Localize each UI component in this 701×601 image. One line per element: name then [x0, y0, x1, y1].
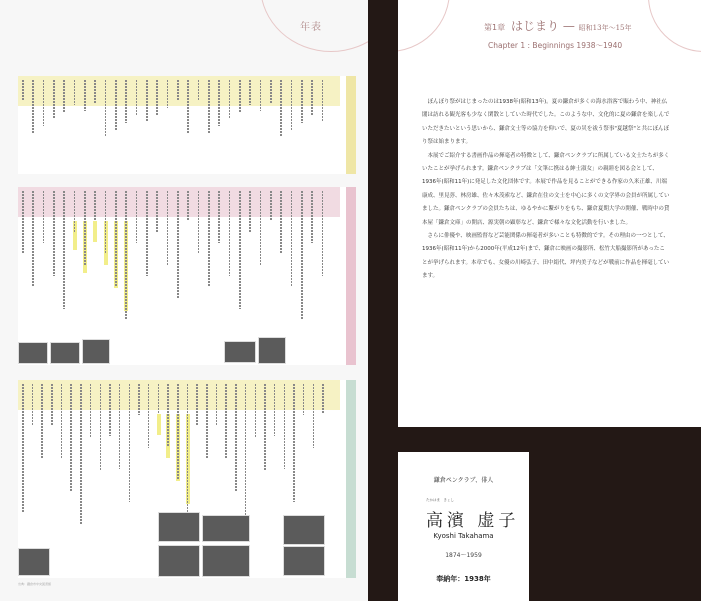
timeline-text-column	[280, 191, 282, 254]
timeline-text-column	[198, 80, 200, 100]
timeline-text-column	[239, 80, 241, 112]
timeline-text-column	[311, 80, 313, 116]
timeline-text-column	[167, 80, 169, 108]
page-title: 年表	[300, 22, 322, 33]
timeline-text-column	[284, 384, 286, 469]
chapter-page	[398, 0, 701, 427]
timeline-text-column	[94, 80, 96, 104]
chapter-english-title: Chapter 1 : Beginnings 1938〜1940	[488, 41, 623, 50]
timeline-text-column	[32, 80, 34, 133]
timeline-side-label	[346, 76, 356, 174]
timeline-text-column	[239, 191, 241, 309]
timeline-photo	[50, 342, 80, 364]
timeline-text-column	[146, 191, 148, 276]
timeline-text-column	[156, 80, 158, 115]
timeline-text-column	[218, 80, 220, 126]
timeline-photo	[202, 545, 250, 577]
profile-role: 鎌倉ペンクラブ、俳人	[433, 477, 494, 484]
timeline-text-column	[53, 80, 55, 119]
title-dash: —	[562, 19, 575, 33]
profile-ruby: たかはま きょし	[426, 498, 454, 502]
profile-dedication-year: 奉納年：1938年	[436, 575, 491, 583]
timeline-text-column	[125, 80, 127, 123]
timeline-text-column	[291, 80, 293, 130]
timeline-text-column	[105, 80, 107, 137]
decorative-arc	[398, 0, 450, 52]
chapter-label: 第1章	[484, 23, 506, 32]
timeline-text-column	[274, 384, 276, 436]
body-paragraph: さらに俳優や、映画監督など芸能関係の揮毫者が多いことも特徴的です。その理由の一つとして、1936年(昭和11年)から2000年(平成12年)まで、鎌倉に映画の撮影所、松竹大船撮影所があったことが挙げられます。本章でも、女優の川崎弘子、田中絹代、坪内美子などが戦前に作品を揮毫しています。	[422, 233, 670, 280]
timeline-photo	[283, 515, 325, 545]
timeline-text-column	[43, 191, 45, 243]
timeline-photo	[18, 548, 50, 576]
timeline-text-column	[208, 80, 210, 133]
timeline-text-column	[313, 384, 315, 448]
chapter-body	[422, 96, 670, 284]
timeline-text-column	[70, 384, 72, 491]
timeline-text-column	[177, 384, 179, 480]
timeline-text-column	[125, 191, 127, 320]
timeline-text-column	[177, 80, 179, 101]
timeline-text-column	[105, 191, 107, 254]
timeline-text-column	[119, 384, 121, 469]
timeline-text-column	[63, 80, 65, 112]
timeline-side-label	[346, 380, 356, 578]
timeline-photo	[258, 337, 286, 364]
timeline-text-column	[53, 191, 55, 276]
timeline-text-column	[138, 384, 140, 415]
timeline-text-column	[136, 80, 138, 116]
timeline-block-1	[18, 76, 356, 174]
timeline-text-column	[249, 80, 251, 105]
timeline-text-column	[32, 384, 34, 426]
timeline-text-column	[255, 384, 257, 437]
timeline-text-column	[177, 191, 179, 298]
timeline-text-column	[291, 191, 293, 287]
timeline-text-column	[311, 191, 313, 243]
timeline-text-column	[260, 80, 262, 111]
timeline-text-column	[301, 80, 303, 123]
decorative-arc	[648, 0, 701, 52]
timeline-text-column	[167, 191, 169, 265]
timeline-text-column	[260, 191, 262, 265]
body-paragraph: 本展でご紹介する書画作品の揮毫者の特徴として、鎌倉ペンクラブに所属している文士たちが多くいたことが挙げられます。鎌倉ペンクラブは「文筆に携はる紳士淑女」の親睦を図る会として、1936年(昭和11年)に発足した文化団体です。本展で作品を見ることができる作家の久米正雄、川端康成、里見弴、林房雄、佐々木茂索など、鎌倉在住の文士を中心に多くの文学界の会員が所属していました。鎌倉ペンクラブの会員たちは、ゆるやかに繋がりをもち、鎌倉夏期大学の開催、戦時中の貸本屋「鎌倉文庫」の開店、源実朝の顕彰など、鎌倉で様々な文化活動を行いました。	[422, 152, 670, 226]
timeline-text-column	[322, 80, 324, 122]
profile-name: 高濱 虚子	[426, 511, 520, 531]
timeline-text-column	[22, 384, 24, 513]
timeline-text-column	[63, 191, 65, 309]
timeline-text-column	[235, 384, 237, 491]
chapter-title-main: はじまり	[511, 19, 560, 33]
timeline-text-column	[41, 384, 43, 459]
timeline-text-column	[229, 191, 231, 276]
timeline-band	[18, 380, 340, 410]
timeline-text-column	[264, 384, 266, 470]
timeline-text-column	[218, 191, 220, 243]
timeline-text-column	[167, 384, 169, 447]
timeline-block-3	[18, 380, 356, 578]
timeline-text-column	[198, 191, 200, 254]
timeline-text-column	[280, 80, 282, 137]
timeline-text-column	[80, 384, 82, 524]
timeline-photo	[158, 545, 200, 577]
chapter-subtitle: 昭和13年〜15年	[578, 24, 632, 32]
timeline-text-column	[158, 384, 160, 414]
timeline-text-column	[61, 384, 63, 458]
timeline-text-column	[148, 384, 150, 448]
chapter-title	[511, 17, 632, 34]
timeline-footnote: 出典：鎌倉市中央図書館	[18, 582, 52, 586]
timeline-text-column	[146, 80, 148, 122]
timeline-text-column	[322, 191, 324, 276]
timeline-text-column	[22, 80, 24, 100]
timeline-text-column	[208, 191, 210, 287]
timeline-photo	[202, 515, 250, 542]
timeline-text-column	[74, 191, 76, 232]
timeline-text-column	[109, 384, 111, 436]
timeline-highlight	[93, 221, 97, 242]
timeline-photo	[224, 341, 256, 363]
decorative-arc	[260, 0, 368, 52]
timeline-text-column	[196, 384, 198, 426]
timeline-text-column	[187, 191, 189, 221]
timeline-text-column	[115, 191, 117, 287]
timeline-text-column	[206, 384, 208, 459]
timeline-text-column	[32, 191, 34, 287]
profile-roman-name: Kyoshi Takahama	[433, 532, 494, 540]
timeline-text-column	[187, 384, 189, 513]
body-paragraph: ぼんぼり祭がはじまったのは1938年(昭和13年)。夏の鎌倉が多くの海水浴客で賑わう中、神社仏閣は訪れる観光客も少なく閑散としていた時代でした。このような中、文化的に夏の鎌倉を楽しんでいただきたいという思いから、鎌倉文士等の協力を仰いで、夏の災を祓う祭事"夏越祭"と共にぼんぼり祭は始まります。	[422, 99, 670, 146]
timeline-photo	[82, 339, 110, 364]
timeline-text-column	[43, 80, 45, 126]
timeline-text-column	[303, 384, 305, 415]
timeline-text-column	[245, 384, 247, 524]
profile-years: 1874〜1959	[445, 552, 482, 559]
timeline-text-column	[84, 80, 86, 111]
timeline-text-column	[293, 384, 295, 502]
timeline-text-column	[156, 191, 158, 232]
timeline-text-column	[100, 384, 102, 470]
timeline-highlight	[157, 414, 161, 435]
timeline-text-column	[129, 384, 131, 502]
timeline-block-2	[18, 187, 356, 365]
timeline-side-label	[346, 187, 356, 365]
timeline-text-column	[136, 191, 138, 243]
timeline-text-column	[84, 191, 86, 265]
timeline-photo	[18, 342, 48, 364]
timeline-text-column	[301, 191, 303, 320]
timeline-text-column	[94, 191, 96, 221]
timeline-photo	[283, 546, 325, 576]
timeline-text-column	[115, 80, 117, 130]
timeline-text-column	[322, 384, 324, 414]
timeline-text-column	[22, 191, 24, 254]
timeline-text-column	[187, 80, 189, 134]
timeline-text-column	[216, 384, 218, 425]
timeline-text-column	[225, 384, 227, 458]
timeline-photo	[158, 512, 200, 542]
timeline-text-column	[51, 384, 53, 425]
timeline-text-column	[249, 191, 251, 232]
timeline-text-column	[229, 80, 231, 119]
timeline-text-column	[90, 384, 92, 437]
timeline-text-column	[270, 80, 272, 104]
timeline-text-column	[270, 191, 272, 221]
timeline-text-column	[74, 80, 76, 105]
